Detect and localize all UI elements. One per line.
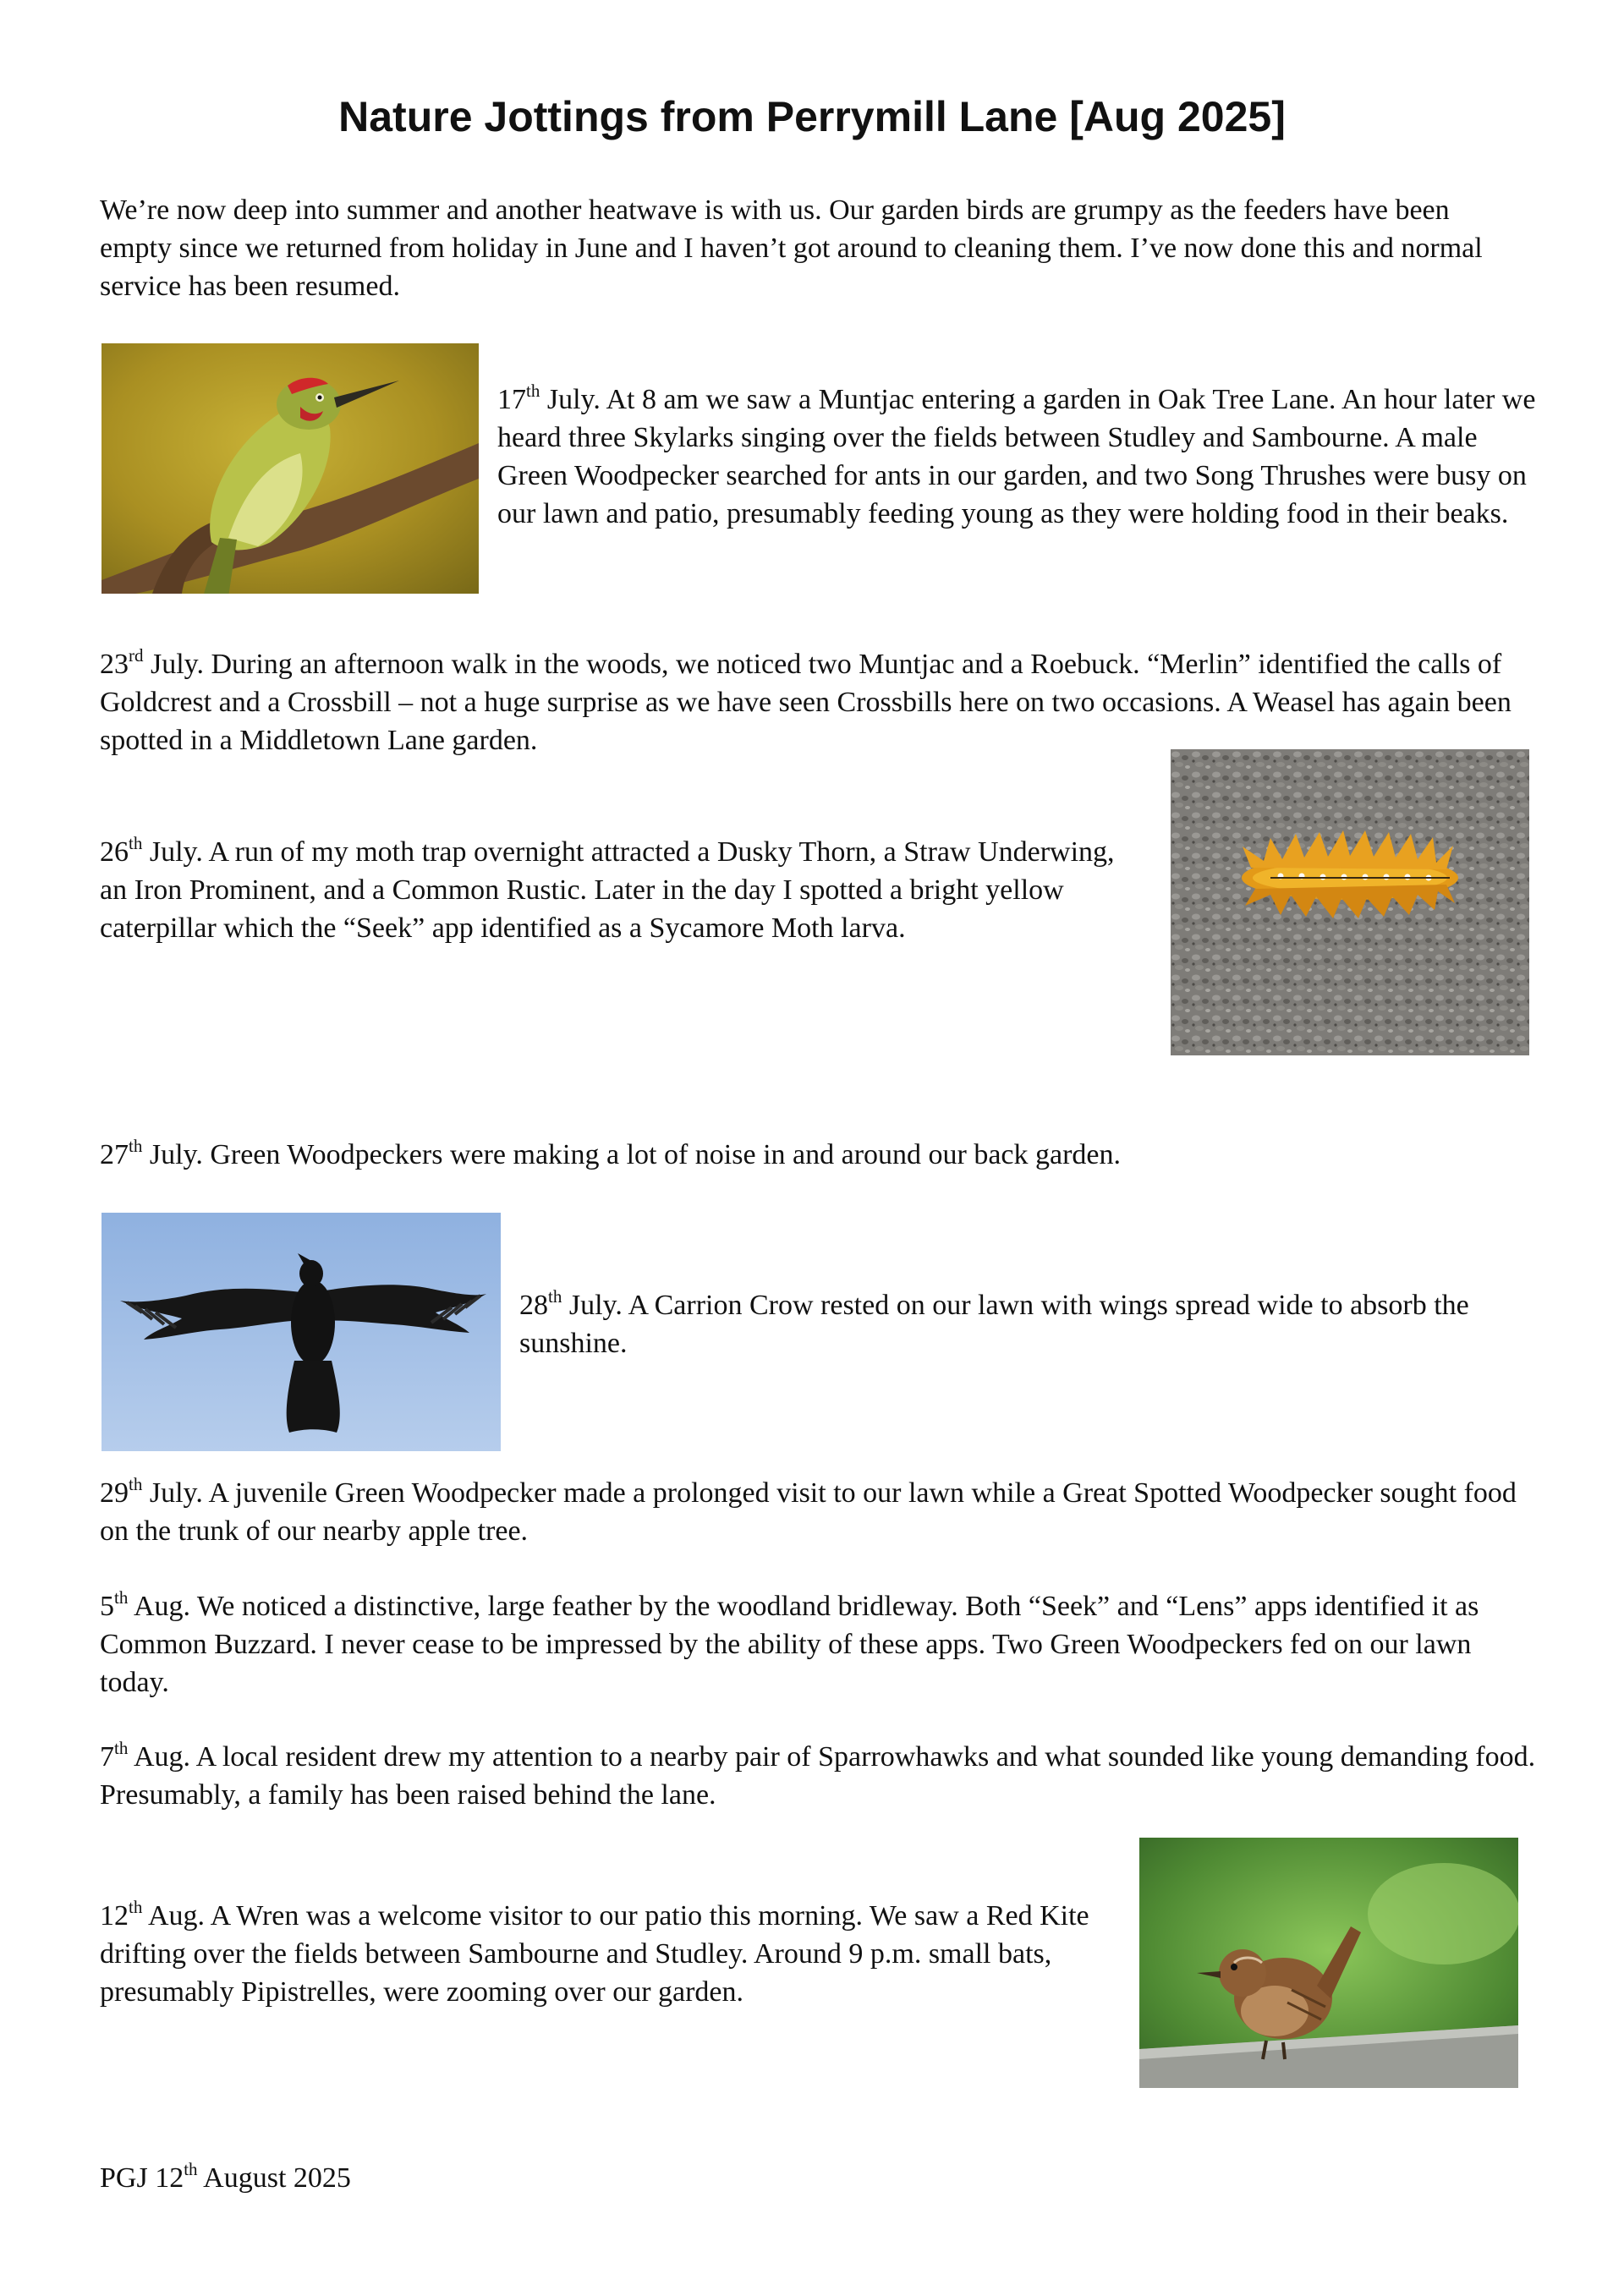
entry-7-aug: 7th Aug. A local resident drew my attention to a nearby pair of Sparrowhawks and what sounded like young demanding food. Presumably, a family has been raised behind the lane. — [100, 1737, 1536, 1811]
entry-26-july: 26th July. A run of my moth trap overnight attracted a Dusky Thorn, a Straw Underwing, an Iron Prominent, and a Common Rustic. Later in the day I spotted a bright yellow caterpillar which the “Seek” app identified as a Sycamore Moth larva. — [100, 832, 1115, 944]
entry-28-july: 28th July. A Carrion Crow rested on our lawn with wings spread wide to absorb the sunshine. — [519, 1285, 1469, 1359]
intro-paragraph: We’re now deep into summer and another heatwave is with us. Our garden birds are grumpy as the feeders have been empty since we returned from holiday in June and I haven’t got around to cleaning them. I’ve now done this and normal service has been resumed. — [100, 195, 1483, 302]
page-title: Nature Jottings from Perrymill Lane [Aug 2025] — [338, 93, 1286, 140]
green-woodpecker-photo — [102, 343, 479, 594]
entry-23-july: 23rd July. During an afternoon walk in the woods, we noticed two Muntjac and a Roebuck. “Merlin” identified the calls of Goldcrest and a Crossbill – not a huge surprise as we have seen Crossbills here on two occasions. A Weasel has again been spotted in a Middletown Lane garden. — [100, 644, 1512, 756]
sycamore-caterpillar-photo — [1171, 749, 1529, 1055]
entry-12-aug: 12th Aug. A Wren was a welcome visitor to our patio this morning. We saw a Red Kite drifting over the fields between Sambourne and Studley. Around 9 p.m. small bats, presumably Pipistrelles, were zooming over our garden. — [100, 1896, 1089, 2008]
entry-29-july: 29th July. A juvenile Green Woodpecker made a prolonged visit to our lawn while a Great Spotted Woodpecker sought food on the trunk of our nearby apple tree. — [100, 1473, 1517, 1547]
entry-27-july: 27th July. Green Woodpeckers were making a lot of noise in and around our back garden. — [100, 1135, 1122, 1170]
entry-17-july: 17th July. At 8 am we saw a Muntjac entering a garden in Oak Tree Lane. An hour later we heard three Skylarks singing over the fields between Studley and Sambourne. A male Green Woodpecker searched for ants in our garden, and two Song Thrushes were busy on our lawn and patio, presumably feeding young as they were holding food in their beaks. — [497, 380, 1536, 529]
signature: PGJ 12th August 2025 — [100, 2158, 351, 2194]
entry-5-aug: 5th Aug. We noticed a distinctive, large feather by the woodland bridleway. Both “Seek” and “Lens” apps identified it as Common Buzzard. I never cease to be impressed by the ability of these apps. Two Green Woodpeckers fed on our lawn today. — [100, 1586, 1479, 1698]
carrion-crow-photo — [102, 1213, 501, 1451]
wren-photo — [1139, 1838, 1518, 2088]
